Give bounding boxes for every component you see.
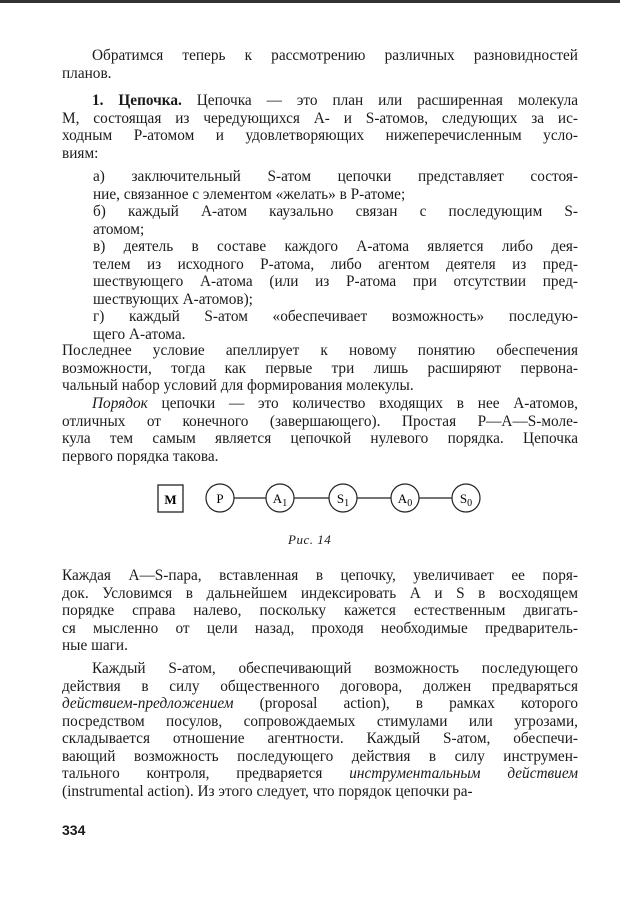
- text-line: Каждая А—S-пара, вставленная в цепочку, увеличивает ее поря-: [62, 567, 578, 584]
- paragraph: [62, 47, 578, 82]
- text-line: вающий возможность последующего действия в силу инструмен-: [62, 747, 578, 765]
- atom-index: 1: [344, 498, 350, 509]
- text-line: атомом;: [93, 220, 145, 238]
- atom-symbol: A: [272, 491, 283, 506]
- text-line: г) каждый S-атом «обеспечивает возможность» последую-: [93, 308, 578, 325]
- text-line: чальный набор условий для формирования молекулы.: [62, 377, 414, 394]
- figure-caption: Рис. 14: [288, 532, 332, 547]
- text-line: ходным Р-атомом и удовлетворяющих нижеперечисленным усло-: [62, 127, 578, 144]
- text-line: шествующих А-атомов);: [93, 290, 253, 308]
- text-line: щего А-атома.: [93, 325, 186, 343]
- page-number: 334: [62, 822, 86, 838]
- atom-index: 1: [282, 498, 288, 509]
- text-line: ние, связанное с элементом «желать» в Р-атоме;: [93, 185, 406, 203]
- paragraph: [62, 203, 578, 238]
- text-line: действия в силу общественного договора, должен предваряться: [62, 677, 578, 695]
- atom-index: 0: [467, 498, 473, 509]
- text-line: М, состоящая из чередующихся А- и S-атомов, следующих за ис-: [62, 109, 578, 127]
- text-line: Обратимся теперь к рассмотрению различных разновидностей: [92, 47, 578, 64]
- text-line: док. Условимся в дальнейшем индексировать А и S в восходящем: [62, 584, 578, 602]
- text-segment: цепочки — это количество входящих в нее А-атомов,: [147, 395, 578, 412]
- text-line: планов.: [62, 64, 112, 82]
- scan-edge: [0, 0, 620, 3]
- atom-symbol: S: [336, 491, 345, 506]
- paragraph: [62, 567, 578, 655]
- paragraph: [62, 395, 578, 465]
- text-line: [62, 695, 578, 713]
- text-segment: тального контроля, предваряется: [62, 765, 350, 782]
- text-line: Каждый S-атом, обеспечивающий возможность последующего: [92, 660, 578, 677]
- text-line: в) деятель в составе каждого А-атома является либо дея-: [93, 238, 578, 255]
- text-line: виям:: [62, 144, 99, 162]
- text-line: первого порядка такова.: [62, 447, 219, 465]
- text-line: телем из исходного Р-атома, либо агентом деятеля из пред-: [93, 255, 578, 273]
- text-line: отличных от конечного (завершающего). Простая Р—А—S-моле-: [62, 412, 578, 430]
- italic-term: инструментальным действием: [349, 765, 578, 782]
- text-line: ся мысленно от цели назад, проходя необходимые предваритель-: [62, 619, 578, 637]
- italic-term: Порядок: [92, 395, 148, 412]
- atom-symbol: A: [397, 491, 408, 506]
- paragraph: [62, 342, 578, 395]
- bold-heading: 1. Цепочка.: [92, 92, 182, 109]
- text-line: (instrumental action). Из этого следует, что порядок цепочки ра-: [62, 782, 473, 800]
- paragraph: [62, 92, 578, 162]
- text-line: а) заключительный S-атом цепочки представляет состоя-: [93, 168, 578, 185]
- text-line: возможности, тогда как первые три лишь расширяют первона-: [62, 359, 578, 377]
- paragraph: [62, 660, 578, 800]
- text-line: складывается отношение агентности. Каждый S-атом, обеспечи-: [62, 730, 578, 747]
- atom-index: 0: [407, 498, 413, 509]
- text-line: шествующего А-атома (или из Р-атома при отсутствии пред-: [93, 273, 578, 290]
- paragraph: [62, 168, 578, 203]
- figure-14-chain-diagram: [150, 478, 490, 523]
- atom-symbol: S: [459, 491, 468, 506]
- text-line: [62, 92, 578, 110]
- italic-term: действием-предложением: [62, 695, 234, 712]
- text-line: кула тем самым является цепочкой нулевого порядка. Цепочка: [62, 430, 578, 447]
- text-line: порядке справа налево, поскольку кажется естественным двигать-: [62, 602, 578, 619]
- text-line: ные шаги.: [62, 637, 128, 654]
- text-line: б) каждый А-атом каузально связан с последующим S-: [93, 203, 578, 220]
- paragraph: [62, 308, 578, 343]
- text-line: посредством посулов, сопровождаемых стимулами или угрозами,: [62, 712, 578, 730]
- text-line: [62, 395, 578, 413]
- paragraph: [62, 238, 578, 308]
- text-line: Последнее условие апеллирует к новому понятию обеспечения: [62, 342, 578, 359]
- text-line: [62, 765, 578, 783]
- atom-label: [216, 491, 223, 506]
- molecule-label: M: [164, 492, 177, 507]
- atom-symbol: P: [216, 491, 224, 506]
- text-segment: Цепочка — это план или расширенная молекула: [181, 92, 578, 109]
- text-segment: (proposal action), в рамках которого: [233, 695, 578, 712]
